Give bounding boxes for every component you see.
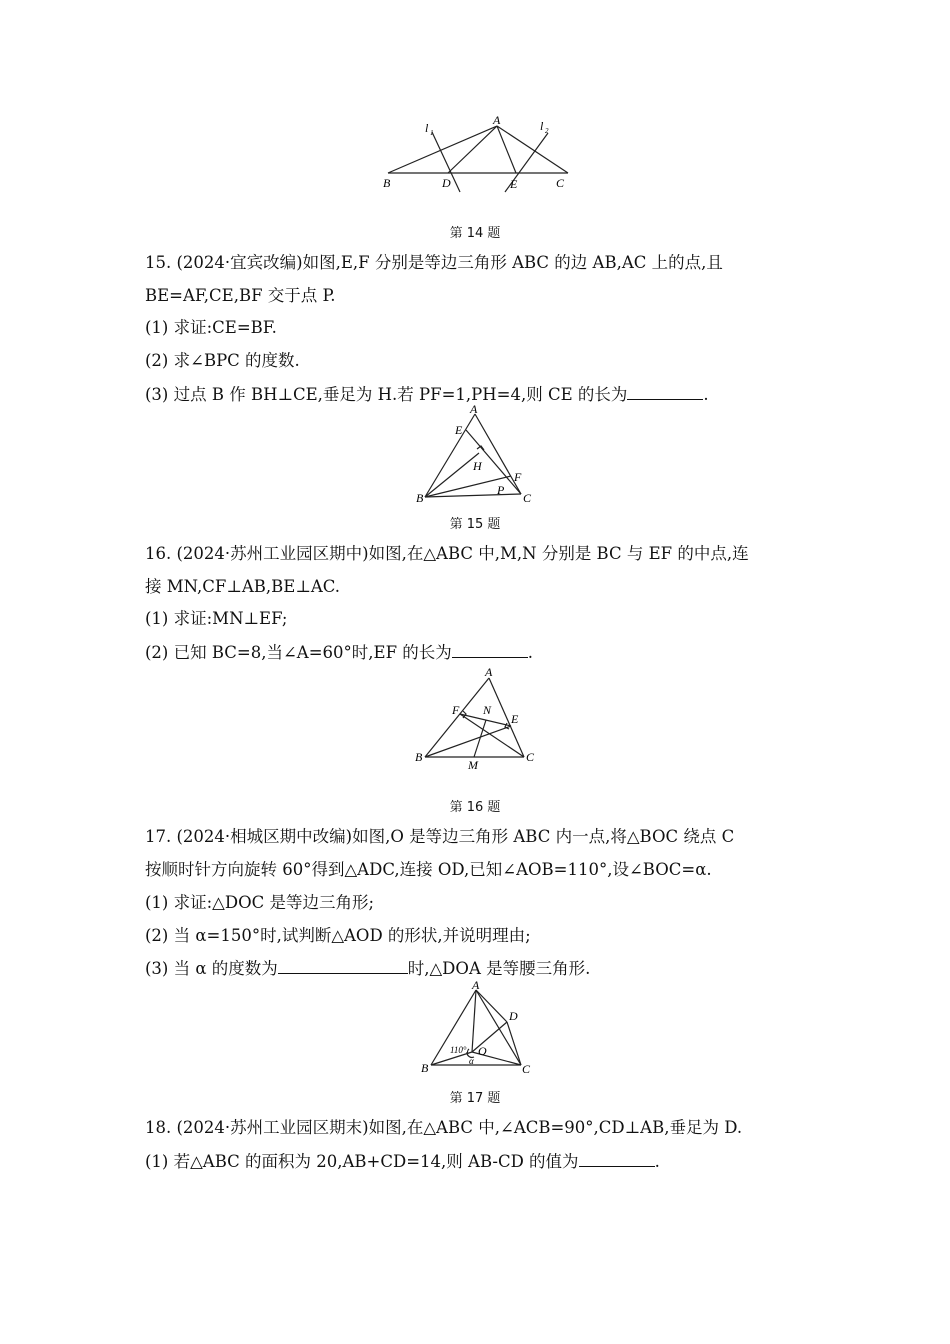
fig14-label-b: B xyxy=(383,176,391,190)
q18-part1-end: . xyxy=(654,1152,660,1171)
fig14-label-l2: l xyxy=(540,119,544,133)
fig14-label-l1: l xyxy=(425,121,429,135)
q17-part3-end: 时,△DOA 是等腰三角形. xyxy=(407,959,591,978)
fig17-angle-alpha: α xyxy=(469,1056,474,1066)
fig15-label-a: A xyxy=(470,403,478,416)
q17-line-4: (2) 当 α=150°时,试判断△AOD 的形状,并说明理由; xyxy=(145,926,531,945)
figure-15-caption: 第 15 题 xyxy=(449,517,501,532)
fig15-label-h: H xyxy=(473,459,482,473)
q16-line-3: (1) 求证:MN⊥EF; xyxy=(145,609,288,628)
q15-answer-blank[interactable] xyxy=(627,383,703,400)
q17-line-2: 按顺时针方向旋转 60°得到△ADC,连接 OD,已知∠AOB=110°,设∠BOC=α. xyxy=(145,860,712,879)
figure-15 xyxy=(412,403,537,508)
q18-line-1: 18. (2024·苏州工业园区期末)如图,在△ABC 中,∠ACB=90°,CD⊥AB,垂足为 D. xyxy=(145,1118,743,1137)
q16-line-1: 16. (2024·苏州工业园区期中)如图,在△ABC 中,M,N 分别是 BC 与 EF 的中点,连 xyxy=(145,544,749,563)
q16-line-4 xyxy=(145,641,533,664)
fig16-label-c: C xyxy=(526,750,535,764)
fig17-label-b: B xyxy=(421,1061,429,1075)
fig14-label-l2-sub: 2 xyxy=(545,127,549,135)
q17-part3-text: (3) 当 α 的度数为 xyxy=(145,959,278,978)
q18-part1-text: (1) 若△ABC 的面积为 20,AB+CD=14,则 AB-CD 的值为 xyxy=(145,1152,579,1171)
fig14-label-a: A xyxy=(493,113,501,127)
fig15-label-f: F xyxy=(514,470,522,484)
fig15-label-e: E xyxy=(455,423,463,437)
q15-part3-end: . xyxy=(703,385,709,404)
q17-line-3: (1) 求证:△DOC 是等边三角形; xyxy=(145,893,375,912)
figure-16 xyxy=(410,664,540,774)
q18-answer-blank[interactable] xyxy=(579,1150,655,1167)
q18-line-2 xyxy=(145,1150,660,1173)
figure-14-caption: 第 14 题 xyxy=(449,226,501,241)
fig15-label-p: P xyxy=(497,483,505,497)
q15-line-2: BE=AF,CE,BF 交于点 P. xyxy=(145,286,336,305)
q15-part3-text: (3) 过点 B 作 BH⊥CE,垂足为 H.若 PF=1,PH=4,则 CE 的长为 xyxy=(145,385,628,404)
figure-17 xyxy=(416,977,536,1080)
fig17-label-a: A xyxy=(472,978,480,992)
figure-17-caption: 第 17 题 xyxy=(449,1091,501,1106)
fig17-angle-110: 110° xyxy=(450,1045,467,1055)
q16-answer-blank[interactable] xyxy=(452,641,528,658)
fig16-label-a: A xyxy=(485,665,493,679)
fig14-label-e: E xyxy=(510,177,518,191)
fig17-label-c: C xyxy=(522,1062,531,1076)
fig14-label-l1-sub: 1 xyxy=(430,129,434,137)
q16-part2-end: . xyxy=(527,643,534,662)
fig16-label-e: E xyxy=(511,712,519,726)
fig16-label-n: N xyxy=(483,703,492,717)
fig17-label-o: O xyxy=(478,1044,487,1058)
fig15-label-c: C xyxy=(523,491,532,505)
fig16-label-m: M xyxy=(468,758,478,772)
q16-line-2: 接 MN,CF⊥AB,BE⊥AC. xyxy=(145,577,341,596)
fig16-label-f: F xyxy=(452,703,460,717)
fig16-label-b: B xyxy=(415,750,423,764)
figure-16-caption: 第 16 题 xyxy=(449,800,501,815)
fig15-label-b: B xyxy=(416,491,424,505)
q15-line-4: (2) 求∠BPC 的度数. xyxy=(145,351,300,370)
fig14-label-c: C xyxy=(556,176,565,190)
q16-part2-text: (2) 已知 BC=8,当∠A=60°时,EF 的长为 xyxy=(145,643,452,662)
q17-line-1: 17. (2024·相城区期中改编)如图,O 是等边三角形 ABC 内一点,将△BOC 绕点 C xyxy=(145,827,735,846)
q17-answer-blank[interactable] xyxy=(278,957,408,974)
fig17-label-d: D xyxy=(509,1009,518,1023)
fig14-label-d: D xyxy=(442,176,451,190)
figure-14 xyxy=(380,112,580,194)
q15-line-1: 15. (2024·宜宾改编)如图,E,F 分别是等边三角形 ABC 的边 AB,AC 上的点,且 xyxy=(145,253,723,272)
q15-line-3: (1) 求证:CE=BF. xyxy=(145,318,277,337)
